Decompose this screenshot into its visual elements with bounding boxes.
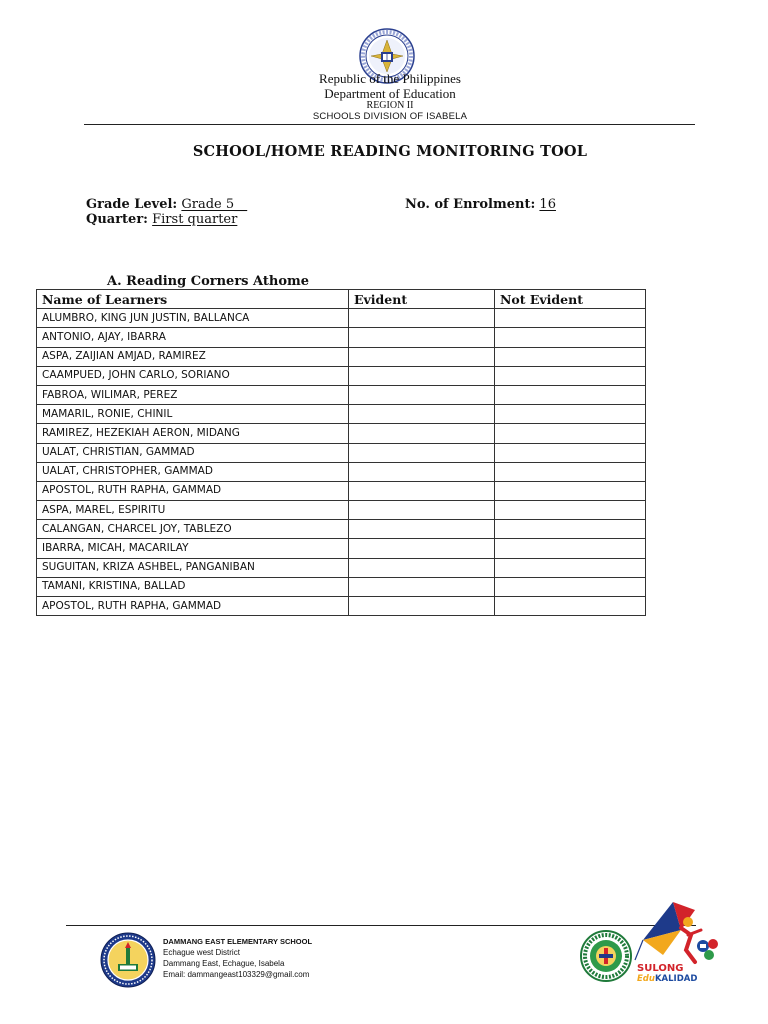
not-evident-cell[interactable] bbox=[495, 366, 646, 385]
school-email: Email: dammangeast103329@gmail.com bbox=[163, 970, 310, 979]
quarter-value: First quarter bbox=[152, 212, 238, 227]
table-row bbox=[37, 520, 646, 539]
not-evident-cell[interactable] bbox=[495, 501, 646, 520]
evident-cell[interactable] bbox=[349, 520, 495, 539]
table-row bbox=[37, 385, 646, 404]
evident-cell[interactable] bbox=[349, 424, 495, 443]
learner-name: SUGUITAN, KRIZA ASHBEL, PANGANIBAN bbox=[37, 558, 349, 577]
not-evident-cell[interactable] bbox=[495, 385, 646, 404]
table-row bbox=[37, 501, 646, 520]
learner-name: FABROA, WILIMAR, PEREZ bbox=[37, 385, 349, 404]
sulong-wordmark: SULONG bbox=[637, 963, 684, 974]
learner-name: ANTONIO, AJAY, IBARRA bbox=[37, 328, 349, 347]
deped-seal-green-icon bbox=[580, 930, 632, 982]
grade-level-label: Grade Level: bbox=[86, 197, 178, 212]
header-region: REGION II bbox=[366, 100, 414, 111]
not-evident-cell[interactable] bbox=[495, 462, 646, 481]
header-name-of-learners: Name of Learners bbox=[37, 290, 349, 309]
edukalidad-wordmark bbox=[637, 974, 697, 984]
grade-level-value: Grade 5__ bbox=[181, 197, 248, 212]
header-evident: Evident bbox=[349, 290, 495, 309]
learner-name: ASPA, ZAIJIAN AMJAD, RAMIREZ bbox=[37, 347, 349, 366]
learner-name: UALAT, CHRISTIAN, GAMMAD bbox=[37, 443, 349, 462]
learner-name: ALUMBRO, KING JUN JUSTIN, BALLANCA bbox=[37, 309, 349, 328]
enrolment-value: 16 bbox=[539, 197, 556, 212]
table-row bbox=[37, 481, 646, 500]
section-title: A. Reading Corners Athome bbox=[107, 274, 310, 289]
table-row bbox=[37, 366, 646, 385]
school-info bbox=[163, 936, 312, 980]
not-evident-cell[interactable] bbox=[495, 424, 646, 443]
learner-name: RAMIREZ, HEZEKIAH AERON, MIDANG bbox=[37, 424, 349, 443]
evident-cell[interactable] bbox=[349, 328, 495, 347]
quarter-label: Quarter: bbox=[86, 212, 148, 227]
evident-cell[interactable] bbox=[349, 558, 495, 577]
edukalidad-kalidad: KALIDAD bbox=[654, 974, 698, 984]
not-evident-cell[interactable] bbox=[495, 405, 646, 424]
evident-cell[interactable] bbox=[349, 577, 495, 596]
not-evident-cell[interactable] bbox=[495, 577, 646, 596]
learner-name: CAAMPUED, JOHN CARLO, SORIANO bbox=[37, 366, 349, 385]
not-evident-cell[interactable] bbox=[495, 309, 646, 328]
learner-name: TAMANI, KRISTINA, BALLAD bbox=[37, 577, 349, 596]
header-republic: Republic of the Philippines bbox=[319, 71, 461, 86]
evident-cell[interactable] bbox=[349, 501, 495, 520]
header-not-evident: Not Evident bbox=[495, 290, 646, 309]
table-row bbox=[37, 597, 646, 616]
learner-name: MAMARIL, RONIE, CHINIL bbox=[37, 405, 349, 424]
table-row bbox=[37, 328, 646, 347]
school-district: Echague west District bbox=[163, 948, 240, 957]
school-address: Dammang East, Echague, Isabela bbox=[163, 959, 285, 968]
not-evident-cell[interactable] bbox=[495, 597, 646, 616]
evident-cell[interactable] bbox=[349, 539, 495, 558]
table-row bbox=[37, 443, 646, 462]
table-row bbox=[37, 558, 646, 577]
document-title: SCHOOL/HOME READING MONITORING TOOL bbox=[192, 143, 588, 160]
not-evident-cell[interactable] bbox=[495, 520, 646, 539]
evident-cell[interactable] bbox=[349, 385, 495, 404]
table-header-row bbox=[37, 290, 646, 309]
not-evident-cell[interactable] bbox=[495, 558, 646, 577]
header-department: Department of Education bbox=[324, 86, 456, 101]
learners-table bbox=[36, 289, 646, 616]
table-row bbox=[37, 405, 646, 424]
not-evident-cell[interactable] bbox=[495, 328, 646, 347]
enrolment-field bbox=[405, 197, 556, 212]
table-row bbox=[37, 462, 646, 481]
school-name: DAMMANG EAST ELEMENTARY SCHOOL bbox=[163, 937, 313, 946]
enrolment-label: No. of Enrolment: bbox=[405, 197, 536, 212]
not-evident-cell[interactable] bbox=[495, 347, 646, 366]
not-evident-cell[interactable] bbox=[495, 443, 646, 462]
learner-name: APOSTOL, RUTH RAPHA, GAMMAD bbox=[37, 597, 349, 616]
table-row bbox=[37, 309, 646, 328]
learner-name: UALAT, CHRISTOPHER, GAMMAD bbox=[37, 462, 349, 481]
evident-cell[interactable] bbox=[349, 309, 495, 328]
learner-name: APOSTOL, RUTH RAPHA, GAMMAD bbox=[37, 481, 349, 500]
grade-level-field bbox=[86, 197, 247, 212]
not-evident-cell[interactable] bbox=[495, 481, 646, 500]
not-evident-cell[interactable] bbox=[495, 539, 646, 558]
table-row bbox=[37, 539, 646, 558]
evident-cell[interactable] bbox=[349, 366, 495, 385]
learner-name: IBARRA, MICAH, MACARILAY bbox=[37, 539, 349, 558]
evident-cell[interactable] bbox=[349, 462, 495, 481]
footer-divider bbox=[66, 925, 696, 926]
learner-name: ASPA, MAREL, ESPIRITU bbox=[37, 501, 349, 520]
evident-cell[interactable] bbox=[349, 347, 495, 366]
school-seal-icon bbox=[100, 932, 156, 988]
learner-name: CALANGAN, CHARCEL JOY, TABLEZO bbox=[37, 520, 349, 539]
header-divider bbox=[84, 124, 695, 125]
evident-cell[interactable] bbox=[349, 443, 495, 462]
evident-cell[interactable] bbox=[349, 405, 495, 424]
evident-cell[interactable] bbox=[349, 597, 495, 616]
header-division: SCHOOLS DIVISION OF ISABELA bbox=[312, 111, 468, 122]
edukalidad-edu: Edu bbox=[637, 974, 655, 984]
table-row bbox=[37, 347, 646, 366]
evident-cell[interactable] bbox=[349, 481, 495, 500]
table-row bbox=[37, 424, 646, 443]
quarter-field bbox=[86, 212, 237, 227]
table-row bbox=[37, 577, 646, 596]
